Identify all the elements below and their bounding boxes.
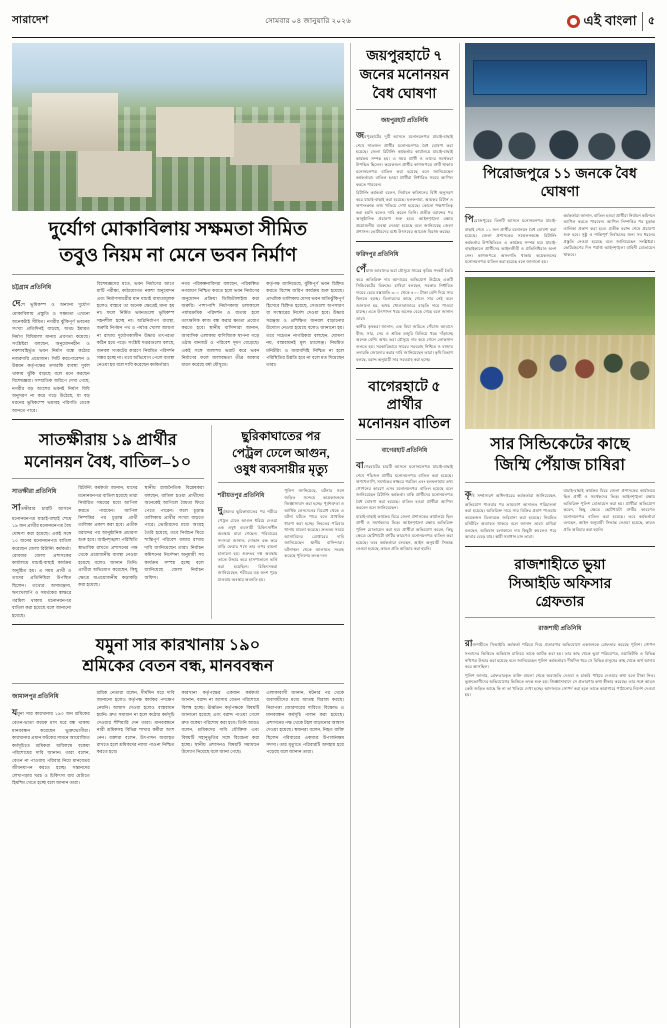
divider xyxy=(356,241,453,242)
publication-date: সোমবার ০৪ জানুয়ারি ২০২৬ xyxy=(265,16,351,25)
jamuna-headline-line1: যমুনা সার কারখানায় ১৯০ xyxy=(95,636,261,654)
divider xyxy=(465,617,655,618)
article-jamuna xyxy=(12,630,344,786)
jamuna-headline-line2: শ্রমিকের বেতন বন্ধ, মানববন্ধন xyxy=(82,658,274,676)
knife-byline: শরীয়তপুর প্রতিনিধি xyxy=(217,493,265,500)
joypurhat-headline-line1: জয়পুরহাটে ৭ xyxy=(366,49,443,64)
paragraph: এলাকাবাসী জানান, ঘটনার পর থেকে ব্যবসায়ীদের মধ্যে আতঙ্ক বিরাজ করছে। নিরাপত্তা জোরদারের দাবিতে বিক্ষোভ ও মানববন্ধন কর্মসূচি পালন করা হয়েছে। প্রশাসনের পক্ষ থেকে টহল বাড়ানোর আশ্বাস দেওয়া হয়েছে। স্বজনরা বলেন, নিহত ব্যক্তি ছিলেন পরিবারের একমাত্র উপার্জনক্ষম সদস্য। তার মৃত্যুতে পরিবারটি অসহায় হয়ে পড়েছে বলে জানান তারা। xyxy=(266,689,344,755)
paragraph: বিশেষজ্ঞদের মতে, ভবন নির্মাণের আগে মাটি পরীক্ষা, কাঠামোগত নকশা অনুমোদন এবং নির্মাণসামগ্রীর মান যাচাই বাধ্যতামূলক হলেও বাস্তবে তা অনেক ক্ষেত্রেই মানা হয় না। ফলে নির্মিত ভবনগুলো ভূমিকম্প সহনশীল হচ্ছে না। অগ্নিনির্বাপণ ব্যবস্থা, জরুরি নির্গমন পথ ও পর্যাপ্ত খোলা জায়গা না রাখায় দুর্যোগকালীন উদ্ধার তৎপরতা কঠিন হয়ে পড়ে। সংশ্লিষ্ট দপ্তরগুলো বলছে, জনবল সংকটের কারণে নিয়মিত পরিদর্শন সম্ভব হচ্ছে না। তবে অভিযোগ পেলে ব্যবস্থা নেওয়া হয় বলে দাবি করেছেন কর্মকর্তারা। xyxy=(96,280,175,368)
column-right xyxy=(459,43,655,1028)
text-column xyxy=(182,689,260,787)
text-column xyxy=(284,488,344,583)
lead-headline-line2: তবুও নিয়ম না মেনে ভবন নির্মাণ xyxy=(59,245,297,267)
paragraph: রিটার্নিং কর্মকর্তা বলেন, নির্বাচন কমিশনের বিধি অনুসরণ করে যাচাই-বাছাই করা হয়েছে। হলফনামা, আয়কর রিটার্ন ও ঋণসংক্রান্ত তথ্য খতিয়ে দেখা হয়েছে। কোনো পক্ষপাতিত্ব করা হয়নি বলেও দাবি করেন তিনি। প্রতীক বরাদ্দের পর আনুষ্ঠানিক প্রচারণা শুরু হবে। আইনশৃঙ্খলা রক্ষায় প্রয়োজনীয় ব্যবস্থা নেওয়া হয়েছে বলে জানিয়েছে জেলা প্রশাসন। ভোটারদের মধ্যে উৎসবের আমেজ বিরাজ করছে। xyxy=(356,190,453,235)
paragraph: শ্রমিক নেতারা বলেন, দীর্ঘদিন ধরে দাবি জানানো হলেও কর্তৃপক্ষ কার্যকর পদক্ষেপ নেয়নি। আশ্বাস দেওয়া হলেও বাস্তবায়ন হয়নি। দ্রুত সমাধান না হলে কঠোর কর্মসূচি দেওয়ার হুঁশিয়ারি দেন তারা। মানববন্ধনে নারী শ্রমিকসহ বিভিন্ন শাখার কর্মীরা অংশ নেন। বক্তারা বলেন, উৎপাদন অব্যাহত রাখতে হলে শ্রমিকদের ন্যায্য পাওনা নিশ্চিত করতে হবে। xyxy=(96,689,175,755)
article-satkhira xyxy=(12,425,204,619)
paragraph: কারখানা কর্তৃপক্ষের একজন কর্মকর্তা জানান, বরাদ্দ না আসায় বেতন পরিশোধে বিলম্ব হচ্ছে। ঊর্ধ্বতন কর্তৃপক্ষকে বিষয়টি জানানো হয়েছে এবং বরাদ্দ পাওয়া গেলে দ্রুত বকেয়া পরিশোধ করা হবে। তিনি আরও বলেন, শ্রমিকদের দাবি যৌক্তিক এবং বিষয়টি সহানুভূতির সঙ্গে বিবেচনা করা হচ্ছে। স্থানীয় প্রশাসনও বিষয়টি সমাধানে উদ্যোগ নিয়েছে বলে জানা গেছে। xyxy=(181,689,260,755)
bagerhat-headline-line2: মনোনয়ন বাতিল xyxy=(358,416,451,432)
lead-byline: চট্টগ্রাম প্রতিনিধি xyxy=(12,284,52,291)
joypurhat-byline: জয়পুরহাট প্রতিনিধি xyxy=(380,117,428,124)
text-column xyxy=(182,280,260,415)
lead-headline-line1: দুর্যোগ মোকাবিলায় সক্ষমতা সীমিত xyxy=(48,219,308,240)
article-onion xyxy=(465,277,655,541)
paragraph: স্থানীয় কৃষকরা জানান, এক বিঘা জমিতে পেঁয়াজ আবাদে বীজ, সার, সেচ ও শ্রমিক মজুরি মিলিয়ে খরচ দাঁড়াচ্ছে অনেক বেশি। অথচ ভরা মৌসুমে দাম কমে গেলে লোকসান গুনতে হয়। সরকারিভাবে সারের সরবরাহ নিশ্চিত ও বাজার তদারকি জোরদার করার দাবি জানিয়েছেন তারা। কৃষি বিভাগ বলছে, বরাদ্দ অনুযায়ী সার সরবরাহ করা হচ্ছে। xyxy=(356,324,453,362)
knife-headline-line1: ছুরিকাঘাতের পর xyxy=(241,429,321,444)
text-column xyxy=(97,280,175,415)
text-column xyxy=(12,280,90,415)
onion-headline-line1: সার সিন্ডিকেটের কাছে xyxy=(490,435,630,453)
text-column xyxy=(465,488,557,541)
paragraph: দেশে ভূমিকম্প ও অন্যান্য দুর্যোগ মোকাবিলায় প্রস্তুতি ও সক্ষমতা এখনো অনেকটাই সীমিত। নগরীর ঝুঁকিপূর্ণ ভবনের সংখ্যা প্রতিদিনই বাড়ছে, অথচ ইমারত নির্মাণ বিধিমালা মানার প্রবণতা কমেছে। সংশ্লিষ্টরা বলছেন, অনুমোদনহীন ও নকশাবহির্ভূত ভবন নির্মাণ বন্ধে কঠোর নজরদারি প্রয়োজন। সিটি করপোরেশন ও উন্নয়ন কর্তৃপক্ষের তদারকি ব্যবস্থা দুর্বল থাকায় ঝুঁকি বাড়ছে বলে মনে করছেন বিশেষজ্ঞরা। সাম্প্রতিক জরিপে দেখা গেছে, নগরীর বড় অংশের ভবনই নির্মাণ বিধি অনুসরণ না করে গড়ে উঠেছে, যা বড় ধরনের ভূমিকম্পে ভয়াবহ পরিণতি ডেকে আনতে পারে। xyxy=(12,297,90,413)
bagerhat-byline: বাগেরহাট প্রতিনিধি xyxy=(381,447,428,454)
mid-article-row xyxy=(12,425,344,619)
onion-side-text xyxy=(356,247,453,363)
divider xyxy=(465,482,655,483)
divider xyxy=(356,109,453,110)
page-content xyxy=(12,43,655,1028)
section-label: সারাদেশ xyxy=(12,15,49,26)
bagerhat-headline-line1: বাগেরহাটে ৫ প্রার্থীর xyxy=(368,380,441,413)
article-pirojpur xyxy=(465,43,655,266)
column-left xyxy=(12,43,344,1028)
text-column xyxy=(266,280,344,415)
divider xyxy=(12,419,344,420)
paragraph: স্থানীয় রাজনৈতিক বিশ্লেষকরা বলছেন, বাতিল হওয়া প্রার্থীদের অনেকেই আপিলে বৈধতা ফিরে পেতে পারেন। ফলে চূড়ান্ত তালিকায় প্রার্থীর সংখ্যা বাড়তে পারে। ভোটারদের মধ্যে আগ্রহ তৈরি হয়েছে, তবে নির্বাচন ঘিরে শান্তিপূর্ণ পরিবেশ বজায় রাখার দাবি জানিয়েছেন তারা। নির্বাচন কমিশনের নির্দেশনা অনুযায়ী সব কার্যক্রম সম্পন্ন হচ্ছে বলে জানিয়েছে জেলা নির্বাচন অফিস। xyxy=(144,485,204,580)
paragraph: যাচাই-বাছাই কার্যক্রম ঘিরে জেলা প্রশাসকের কার্যালয়ে ছিল প্রার্থী ও সমর্থকদের ভিড়। আইনশৃঙ্খলা রক্ষায় অতিরিক্ত পুলিশ মোতায়েন করা হয়। প্রার্থীরা অভিযোগ করেন, কিছু ক্ষেত্রে ছোটখাটো ত্রুটির কারণেও মনোনয়নপত্র বাতিল করা হয়েছে। তবে কর্মকর্তারা বলছেন, আইন অনুযায়ী সিদ্ধান্ত নেওয়া হয়েছে, কারও প্রতি অবিচার করা হয়নি। xyxy=(563,487,656,532)
satkhira-headline-line1: সাতক্ষীরায় ১৯ প্রার্থীর xyxy=(38,432,177,450)
paragraph: যমুনা সার কারখানার ১৯০ জন শ্রমিকের বেতন-ভাতা কয়েক মাস ধরে বন্ধ থাকায় মানববন্ধন করেছেন ভুক্তভোগীরা। কারখানার প্রধান ফটকের সামনে আয়োজিত কর্মসূচিতে শ্রমিকরা অবিলম্বে বকেয়া পরিশোধের দাবি জানান। তারা বলেন, বেতন না পাওয়ায় পরিবার নিয়ে মানবেতর জীবনযাপন করতে হচ্ছে। সন্তানদের লেখাপড়ার খরচ ও চিকিৎসা ব্যয় মেটাতে হিমশিম খেতে হচ্ছে বলে জানান তারা। xyxy=(12,706,90,785)
paragraph: পুলিশ জানায়, গ্রেফতারকৃত ব্যক্তি মামলা থেকে অব্যাহতি দেওয়া ও চাকরি পাইয়ে দেওয়ার কথা বলে টাকা নিত। ভুক্তভোগীদের অভিযোগের ভিত্তিতে তদন্ত শুরু হয়। জিজ্ঞাসাবাদে সে প্রতারণার কথা স্বীকার করেছে। তার সঙ্গে আরও কেউ জড়িত আছে কি না তা খতিয়ে দেখা হচ্ছে। আদালতে সোপর্দ করা হলে তাকে কারাগারে পাঠানোর নির্দেশ দেওয়া হয়। xyxy=(464,672,655,698)
paragraph: জয়পুরহাটের দুটি আসনে মনোনয়নপত্র যাচাই-বাছাই শেষে সাতজন প্রার্থীর মনোনয়নপত্র বৈধ ঘোষণা করা হয়েছে। জেলা রিটার্নিং কর্মকর্তার কার্যালয়ে যাচাই-বাছাই কার্যক্রম সম্পন্ন হয়। এ সময় প্রার্থী ও তাদের সমর্থকরা উপস্থিত ছিলেন। কয়েকজন প্রার্থীর কাগজপত্রে ত্রুটি থাকায় মনোনয়নপত্র বাতিল করা হয়েছে বলে জানিয়েছেন কর্মকর্তারা। বাতিল হওয়া প্রার্থীরা নির্ধারিত সময়ে আপিল করতে পারবেন। xyxy=(356,129,453,187)
article-knife xyxy=(211,425,344,619)
paragraph: রাজশাহীতে সিআইডি কর্মকর্তা পরিচয় দিয়ে প্রতারণার অভিযোগে একজনকে গ্রেফতার করেছে পুলিশ। গোপন সংবাদের ভিত্তিতে অভিযান চালিয়ে তাকে আটক করা হয়। তার কাছ থেকে ভুয়া পরিচয়পত্র, ওয়াকিটকি ও বিভিন্ন নথিপত্র উদ্ধার করা হয়েছে বলে জানিয়েছেন পুলিশ কর্মকর্তারা। দীর্ঘদিন ধরে সে বিভিন্ন মানুষের কাছ থেকে অর্থ আদায় করে আসছিল। xyxy=(464,638,655,670)
divider xyxy=(12,478,204,479)
joypurhat-headline-line2: জনের মনোনয়ন xyxy=(359,67,450,83)
masthead xyxy=(12,10,655,38)
satkhira-byline: সাতক্ষীরা প্রতিনিধি xyxy=(12,489,57,496)
page-number: ৫ xyxy=(642,12,655,31)
text-column xyxy=(563,213,655,266)
divider xyxy=(12,683,344,684)
onion-byline: ফরিদপুর প্রতিনিধি xyxy=(356,251,399,258)
paragraph: দুর্বৃত্তদের ছুরিকাঘাতের পর শরীরে পেট্রল ঢেলে আগুন ধরিয়ে দেওয়া এক ওষুধ ব্যবসায়ী চিকিৎসাধীন অবস্থায় মারা গেছেন। পরিবারের সদস্যরা জানান, দোকান বন্ধ করে বাড়ি ফেরার পথে তার ওপর হামলা চালানো হয়। গুরুতর দগ্ধ অবস্থায় তাকে উদ্ধার করে হাসপাতালে ভর্তি করা হয়েছিল। চিকিৎসকরা জানিয়েছেন, শরীরের বড় অংশ পুড়ে যাওয়ায় অবস্থার অবনতি হয়। xyxy=(217,505,278,582)
paragraph: রিটার্নিং কর্মকর্তা জানান, যাদের মনোনয়নপত্র বাতিল হয়েছে তারা নির্ধারিত সময়ের মধ্যে আপিল করতে পারবেন। আপিল নিষ্পত্তির পর চূড়ান্ত প্রার্থী তালিকা প্রকাশ করা হবে। প্রতীক বরাদ্দের পর আনুষ্ঠানিক প্রচারণা শুরু হবে। আইনশৃঙ্খলা পরিস্থিতি স্বাভাবিক রাখতে প্রশাসনের পক্ষ থেকে প্রয়োজনীয় ব্যবস্থা নেওয়া হয়েছে বলেও জানান তিনি। প্রার্থীরা অভিযোগ করেছেন, কিছু ক্ষেত্রে অপ্রয়োজনীয় কড়াকড়ি করা হয়েছে। xyxy=(78,485,138,587)
column-middle xyxy=(350,43,453,1028)
masthead-brand-group xyxy=(567,10,655,33)
paragraph: বাগেরহাটের চারটি আসনে মনোনয়নপত্র যাচাই-বাছাই শেষে পাঁচজন প্রার্থীর মনোনয়নপত্র বাতিল করা হয়েছে। ঋণখেলাপি, সমর্থকের স্বাক্ষরে গরমিল এবং হলফনামায় তথ্য গোপনের কারণে এসব মনোনয়নপত্র বাতিল হয়েছে বলে জানিয়েছেন রিটার্নিং কর্মকর্তা। বাকি প্রার্থীদের মনোনয়নপত্র বৈধ ঘোষণা করা হয়েছে। বাতিল হওয়া প্রার্থীরা আপিল করবেন বলে জানিয়েছেন। xyxy=(356,459,453,511)
text-column xyxy=(12,689,90,787)
jamuna-byline: জামালপুর প্রতিনিধি xyxy=(12,693,59,700)
text-column xyxy=(145,484,204,619)
paragraph: পেঁয়াজ আবাদের ভরা মৌসুমে সারের কৃত্রিম সংকট তৈরি করে অতিরিক্ত দাম আদায়ের অভিযোগ উঠেছে একটি সিন্ডিকেটের বিরুদ্ধে। চাষিরা বলছেন, সরকার নির্ধারিত দামের চেয়ে বস্তাপ্রতি ৩০০ থেকে ৫০০ টাকা বেশি দিয়ে সার কিনতে হচ্ছে। ডিলারদের কাছে গেলে সার নেই বলে জানানো হয়, অথচ খোলাবাজারে বাড়তি দামে পাওয়া যাচ্ছে। এতে উৎপাদন খরচ অনেক বেড়ে গেছে বলে জানান তারা। xyxy=(356,263,453,321)
rajshahi-headline-line2: সিআইডি অফিসার xyxy=(508,576,612,592)
divider xyxy=(356,439,453,440)
article-joypurhat xyxy=(356,43,453,236)
onion-headline-line2: জিম্মি পেঁয়াজ চাষিরা xyxy=(494,457,626,475)
paragraph: নগর পরিকল্পনাবিদরা বলছেন, পরিকল্পিত নগরায়ণ নিশ্চিত করতে হলে ভবন নির্মাণের অনুমোদন প্রক্রিয়া ডিজিটালাইজ করা জরুরি। পাশাপাশি নির্মাণকাজ চলাকালে পর্যায়ক্রমিক পরিদর্শন ও ব্যত্যয় হলে তাৎক্ষণিক কাজ বন্ধ করার ক্ষমতা প্রয়োগ করতে হবে। স্থানীয় বাসিন্দারা জানান, আবাসিক এলাকায় বাণিজ্যিক স্থাপনা গড়ে ওঠায় যানজট ও পরিবেশ দূষণ বেড়েছে। একই সঙ্গে জলাশয় ভরাট করে ভবন নির্মাণের ফলে জলাবদ্ধতা তীব্র আকার ধারণ করেছে বর্ষা মৌসুমে। xyxy=(181,280,260,368)
article-rajshahi xyxy=(465,552,655,699)
paragraph: পিরোজপুরের তিনটি আসনে মনোনয়নপত্র যাচাই-বাছাই শেষে ১১ জন প্রার্থীর মনোনয়ন বৈধ ঘোষণা করা হয়েছে। জেলা প্রশাসকের সম্মেলনকক্ষে রিটার্নিং কর্মকর্তার উপস্থিতিতে এ কার্যক্রম সম্পন্ন হয়। যাচাই-বাছাইকালে প্রার্থীদের আইনজীবী ও প্রতিনিধিরাও অংশ নেন। কাগজপত্রে অসংগতি থাকায় কয়েকজনের মনোনয়নপত্র বাতিল করা হয়েছে বলে জানানো হয়। xyxy=(464,213,557,265)
paragraph: কর্মকর্তারা জানান, বাতিল হওয়া প্রার্থীরা নির্বাচন কমিশনে আপিল করতে পারবেন। আপিল নিষ্পত্তির পর চূড়ান্ত তালিকা প্রকাশ করা হবে। প্রতীক বরাদ্দ শেষে প্রচারণা শুরু হবে। সুষ্ঠু ও শান্তিপূর্ণ নির্বাচনের জন্য সব ধরনের প্রস্তুতি নেওয়া হয়েছে বলে জানিয়েছেন সংশ্লিষ্টরা। ভোটগ্রহণের দিন পর্যাপ্ত আইনশৃঙ্খলা বাহিনী মোতায়েন থাকবে। xyxy=(563,212,656,257)
text-column xyxy=(218,488,278,583)
brand-logo xyxy=(567,10,636,33)
paragraph: পুলিশ জানিয়েছে, ঘটনার সঙ্গে জড়িত সন্দেহে কয়েকজনকে জিজ্ঞাসাবাদ করা হচ্ছে। পূর্বশত্রুতা ও আর্থিক লেনদেনের বিরোধ থেকে এ ঘটনা ঘটতে পারে বলে প্রাথমিক ধারণা করা হচ্ছে। নিহতের পরিবার থানায় মামলা করেছে। দ্রুততম সময়ে আসামিদের গ্রেপ্তারের দাবি জানিয়েছেন স্থানীয় বাসিন্দারা। ঘটনাস্থল থেকে আলামত সংগ্রহ করেছে পুলিশের তদন্ত দল। xyxy=(284,488,344,559)
text-column xyxy=(12,484,71,619)
meeting-room-photo xyxy=(465,43,655,161)
article-lead xyxy=(12,43,344,414)
divider xyxy=(465,546,655,547)
city-aerial-photo xyxy=(12,43,344,211)
text-column xyxy=(78,484,137,619)
rajshahi-headline-line1: রাজশাহীতে ভুয়া xyxy=(514,557,606,573)
divider xyxy=(356,368,453,369)
paragraph: কর্তৃপক্ষ জানিয়েছে, ঝুঁকিপূর্ণ ভবন চিহ্নিত করতে বিশেষ জরিপ কার্যক্রম শুরু হয়েছে। প্রাথমিক তালিকায় যেসব ভবন অতিঝুঁকিপূর্ণ হিসেবে চিহ্নিত হয়েছে, সেগুলো অপসারণ বা সংস্কারের নির্দেশ দেওয়া হবে। উদ্ধার সরঞ্জাম ও প্রশিক্ষিত জনবল বাড়ানোর উদ্যোগ নেওয়া হয়েছে বলেও জানানো হয়। তবে সচেতন নাগরিকরা বলছেন, ঘোষণা নয়, বাস্তবায়নই মূল চ্যালেঞ্জ। নিয়মিত মনিটরিং ও জবাবদিহি নিশ্চিত না হলে পরিস্থিতির উন্নতি হবে না বলে মত দিয়েছেন তারা। xyxy=(266,280,344,368)
divider xyxy=(12,274,344,275)
divider xyxy=(465,207,655,208)
knife-headline-line2: পেট্রল ঢেলে আগুন, xyxy=(231,445,330,460)
knife-headline-line3: ওষুধ ব্যবসায়ীর মৃত্যু xyxy=(233,462,328,477)
satkhira-headline-line2: মনোনয়ন বৈধ, বাতিল–১০ xyxy=(24,453,192,471)
paragraph: সাতক্ষীরার চারটি আসনে মনোনয়নপত্র যাচাই-বাছাই শেষে ১৯ জন প্রার্থীর মনোনয়নপত্র বৈধ ঘোষণা করা হয়েছে। একই সঙ্গে ১০ জনের মনোনয়নপত্র বাতিল করেছেন জেলা রিটার্নিং কর্মকর্তা। রোববার জেলা প্রশাসকের কার্যালয়ে যাচাই-বাছাই কার্যক্রম অনুষ্ঠিত হয়। এ সময় প্রার্থী ও তাদের প্রতিনিধিরা উপস্থিত ছিলেন। তথ্যের অসামঞ্জস্য, ঋণখেলাপি ও সমর্থকের স্বাক্ষরে গরমিল থাকায় মনোনয়নপত্র বাতিল করা হয়েছে বলে জানানো হয়েছে। xyxy=(12,502,72,618)
pirojpur-headline: পিরোজপুরে ১১ জনকে বৈধ ঘোষণা xyxy=(482,167,637,200)
jamuna-body xyxy=(12,689,344,787)
text-column xyxy=(266,689,344,787)
paragraph: কৃষি সম্প্রসারণ অধিদপ্তরের কর্মকর্তারা জানিয়েছেন, অভিযোগ পাওয়ার পর ভ্রাম্যমাণ আদালত পরিচালনা করা হয়েছে। অতিরিক্ত দামে সার বিক্রির প্রমাণ পাওয়ায় কয়েকজন ডিলারকে জরিমানা করা হয়েছে। নিয়মিত মনিটরিং অব্যাহত থাকবে বলে জানান তারা। চাষিরা বলছেন, অভিযান চলাকালে দাম কিছুটা কমলেও পরে আবার বেড়ে যায়। স্থায়ী সমাধান চান তারা। xyxy=(464,488,557,540)
brand-name: এই বাংলা xyxy=(583,13,637,28)
joypurhat-headline-line3: বৈধ ঘোষণা xyxy=(372,86,437,102)
paragraph: যাচাই-বাছাই কার্যক্রম ঘিরে জেলা প্রশাসকের কার্যালয়ে ছিল প্রার্থী ও সমর্থকদের ভিড়। আইনশৃঙ্খলা রক্ষায় অতিরিক্ত পুলিশ মোতায়েন করা হয়। প্রার্থীরা অভিযোগ করেন, কিছু ক্ষেত্রে ছোটখাটো ত্রুটির কারণেও মনোনয়নপত্র বাতিল করা হয়েছে। তবে কর্মকর্তারা বলছেন, আইন অনুযায়ী সিদ্ধান্ত নেওয়া হয়েছে, কারও প্রতি অবিচার করা হয়নি। xyxy=(356,513,453,552)
lead-body xyxy=(12,280,344,415)
divider xyxy=(12,624,344,625)
divider xyxy=(465,271,655,272)
rajshahi-byline: রাজশাহী প্রতিনিধি xyxy=(538,626,582,633)
divider xyxy=(218,482,344,483)
logo-mark-icon xyxy=(567,15,580,28)
text-column xyxy=(563,488,655,541)
text-column xyxy=(97,689,175,787)
text-column xyxy=(465,213,557,266)
article-bagerhat xyxy=(356,374,453,553)
rajshahi-headline-line3: গ্রেফতার xyxy=(535,595,585,611)
onion-field-photo xyxy=(465,277,655,429)
